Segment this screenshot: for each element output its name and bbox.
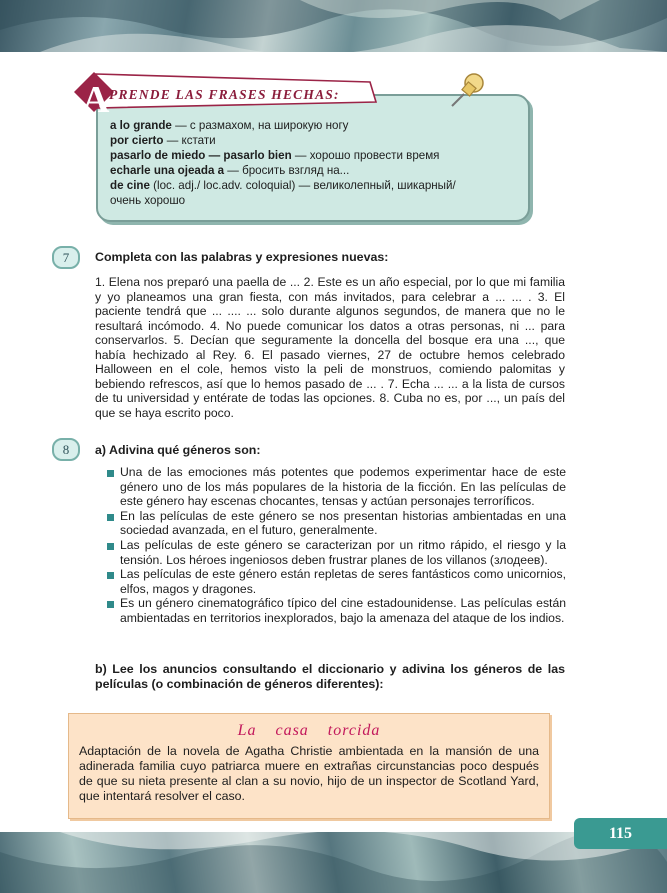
bullet-square-icon: [107, 470, 114, 477]
exercise-8a-title: a) Adivina qué géneros son:: [95, 443, 261, 457]
exercise-7-number: 7: [52, 246, 80, 269]
bottom-decor-band: [0, 832, 667, 893]
phrase-line: de cine (loc. adj./ loc.adv. coloquial) — великолепный, шикарный/: [110, 179, 456, 192]
exercise-7-title: Completa con las palabras y expresiones nuevas:: [95, 250, 389, 264]
page-number: 115: [574, 818, 667, 849]
list-item: Una de las emociones más potentes que podemos experimentar hace de este género uno de los más populares de la historia de la ficción. En las películas de este género hay escenas chocantes, tensas y actúan personajes terroríficos.: [106, 465, 566, 509]
exercise-8b-title: b) Lee los anuncios consultando el diccionario y adivina los géneros de las películas (o combinación de géneros diferentes):: [95, 662, 565, 691]
phrase-line: очень хорошо: [110, 194, 186, 207]
genre-descriptions-list: [106, 465, 566, 626]
exercise-7-text: 1. Elena nos preparó una paella de ... 2. Este es un año especial, por lo que mi familia y yo planeamos una gran fiesta, con más invitados, para celebrar a ... ... . 3. El paciente tendrá que ... .... ... solo durante algunos segundos, de manera que no le resultará incómodo. 4. No puede comunicar los datos a otras personas, ni ... para conservarlos. 5. Decían que seguramente la doncella del bosque era una ..., que había hechizado al Rey. 6. El pasado viernes, 27 de octubre hemos celebrado Halloween en el cole, hemos visto la peli de monstruos, comiendo palomitas y bebiendo refrescos, así que lo hemos pasado de ... . 7. Echa ... ... a la lista de cursos de tu universidad y entérate de todas las opciones. 8. Cuba no es, por ..., un país del que se haya escrito poco.: [95, 275, 565, 420]
phrases-list: [110, 118, 520, 208]
bullet-square-icon: [107, 543, 114, 550]
bullet-square-icon: [107, 601, 114, 608]
phrase-line: a lo grande — с размахом, на широкую ногу: [110, 119, 349, 132]
top-band-texture: [0, 0, 667, 52]
phrase-line: pasarlo de miedo — pasarlo bien — хорошо провести время: [110, 149, 440, 162]
list-item: En las películas de este género se nos presentan historias ambientadas en una sociedad avanzada, en el futuro, generalmente.: [106, 509, 566, 538]
bullet-square-icon: [107, 514, 114, 521]
list-item: Es un género cinematográfico típico del cine estadounidense. Las películas están ambientadas en territorios inexplorados, bajo la amenaza del ataque de los indios.: [106, 596, 566, 625]
list-item: Las películas de este género se caracterizan por un ritmo rápido, el riesgo y la tensión. Los héroes ingeniosos deben frustrar planes de los villanos (злодеев).: [106, 538, 566, 567]
bullet-square-icon: [107, 572, 114, 579]
phrase-line: echarle una ojeada a — бросить взгляд на...: [110, 164, 350, 177]
phrases-title: PRENDE LAS FRASES HECHAS:: [109, 87, 340, 102]
phrases-box: [96, 94, 530, 222]
movie-ad-title: La casa torcida: [237, 722, 381, 739]
movie-ad-text: Adaptación de la novela de Agatha Christie ambientada en la mansión de una adinerada familia cuyo patriarca muere en extrañas circunstancias poco después de que su nieta presente al clan a su novio, hijo de un inspector de Scotland Yard, que intentará resolver el caso.: [79, 744, 539, 803]
phrase-line: por cierto — кстати: [110, 134, 216, 147]
bottom-band-texture: [0, 832, 667, 893]
top-decor-band: [0, 0, 667, 52]
title-initial: A: [82, 79, 110, 121]
pushpin-icon: [448, 70, 488, 110]
list-item: Las películas de este género están repletas de seres fantásticos como unicornios, elfos, magos y dragones.: [106, 567, 566, 596]
exercise-8-number: 8: [52, 438, 80, 461]
movie-ad-box: [68, 713, 550, 819]
